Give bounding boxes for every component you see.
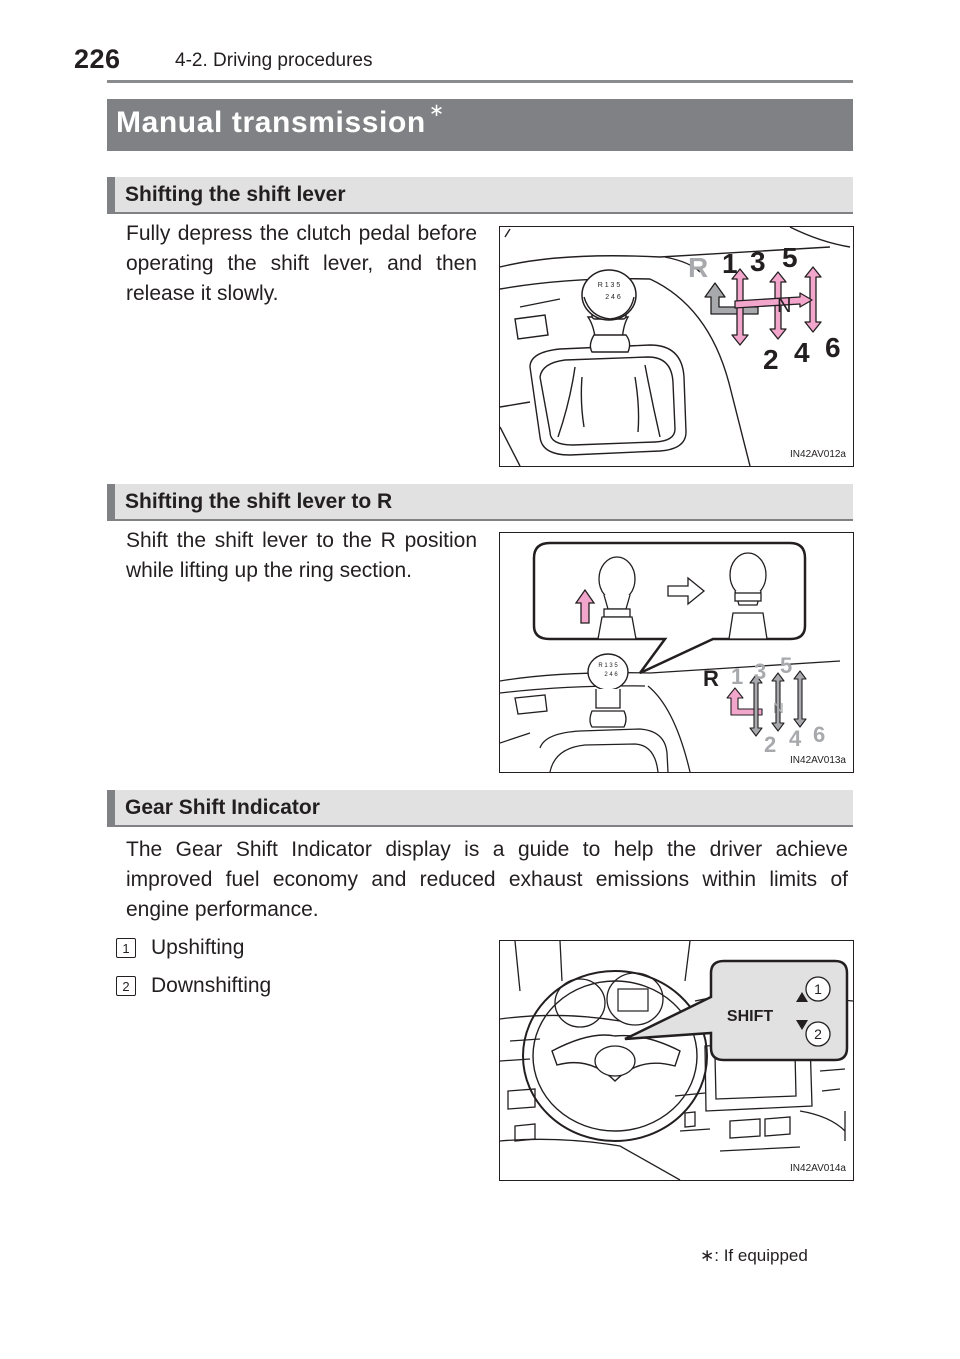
figure-code: IN42AV012a xyxy=(790,449,846,460)
figure-reverse-ring xyxy=(499,532,854,773)
subheading-shift-to-r xyxy=(107,484,853,521)
knob-pattern-top: R 1 3 5 xyxy=(598,663,618,669)
page-number: 226 xyxy=(74,44,121,74)
gear-label-5: 5 xyxy=(782,242,798,273)
figure-shift-pattern xyxy=(499,226,854,467)
gear-label-4: 4 xyxy=(794,337,810,368)
footnote-text: : If equipped xyxy=(714,1246,808,1265)
figure-shift-indicator xyxy=(499,940,854,1181)
gear-label-3: 3 xyxy=(754,659,767,684)
subheading-gear-shift-indicator xyxy=(107,790,853,827)
knob-pattern-top: R 1 3 5 xyxy=(597,282,621,289)
shift-display-label: SHIFT xyxy=(726,1008,774,1025)
subheading-tab xyxy=(107,484,115,519)
item-number-badge: 1 xyxy=(116,938,136,958)
shift-to-r-instructions: Shift the shift lever to the R position while lifting up the ring section. xyxy=(126,529,477,582)
figure-code: IN42AV013a xyxy=(790,755,846,766)
figure-code: IN42AV014a xyxy=(790,1163,846,1174)
gear-label-2: 2 xyxy=(764,732,777,757)
gear-label-2: 2 xyxy=(763,344,779,375)
shifting-instructions: Fully depress the clutch pedal before operating the shift lever, and then release it slowly. xyxy=(126,222,477,305)
callout-number-2: 2 xyxy=(814,1026,822,1042)
gear-label-n: N xyxy=(773,700,784,717)
subheading-tab xyxy=(107,790,115,825)
gear-label-6: 6 xyxy=(825,332,841,363)
gate-5-6-arrow xyxy=(794,671,806,727)
section-breadcrumb: 4-2. Driving procedures xyxy=(175,50,373,71)
footnote-marker: ∗ xyxy=(700,1246,715,1265)
gear-label-1: 1 xyxy=(722,248,738,279)
gear-shift-indicator-description: The Gear Shift Indicator display is a guide to help the driver achieve improved fuel economy and reduced exhaust emissions within limits of engine performance. xyxy=(126,838,848,921)
header-rule xyxy=(107,80,853,83)
knob-pattern-bottom: 2 4 6 xyxy=(604,672,618,678)
gear-label-1: 1 xyxy=(731,664,744,689)
gear-label-4: 4 xyxy=(789,726,802,751)
gear-label-3: 3 xyxy=(750,246,766,277)
gate-1-2-arrow xyxy=(750,675,762,736)
subheading-label: Shifting the shift lever xyxy=(125,183,346,206)
item-number-badge: 2 xyxy=(116,976,136,996)
subheading-label: Shifting the shift lever to R xyxy=(125,490,393,513)
magnified-callout xyxy=(534,543,805,673)
subheading-label: Gear Shift Indicator xyxy=(125,796,320,819)
item-downshifting: Downshifting xyxy=(151,974,272,997)
page-title-text: Manual transmission xyxy=(116,106,426,139)
subheading-shifting xyxy=(107,177,853,214)
gear-label-n: N xyxy=(777,295,792,317)
gear-label-5: 5 xyxy=(780,653,793,678)
gear-label-r: R xyxy=(703,666,719,691)
subheading-tab xyxy=(107,177,115,212)
page-title xyxy=(116,100,445,140)
item-upshifting: Upshifting xyxy=(151,936,245,959)
equipped-marker: ∗ xyxy=(428,100,445,120)
gear-label-6: 6 xyxy=(813,722,826,747)
footnote xyxy=(700,1246,808,1266)
reverse-arrow xyxy=(705,283,758,314)
neutral-arrow xyxy=(735,293,812,308)
knob-pattern-bottom: 2 4 6 xyxy=(605,294,621,301)
callout-number-1: 1 xyxy=(814,981,822,997)
gear-label-r: R xyxy=(688,252,709,283)
